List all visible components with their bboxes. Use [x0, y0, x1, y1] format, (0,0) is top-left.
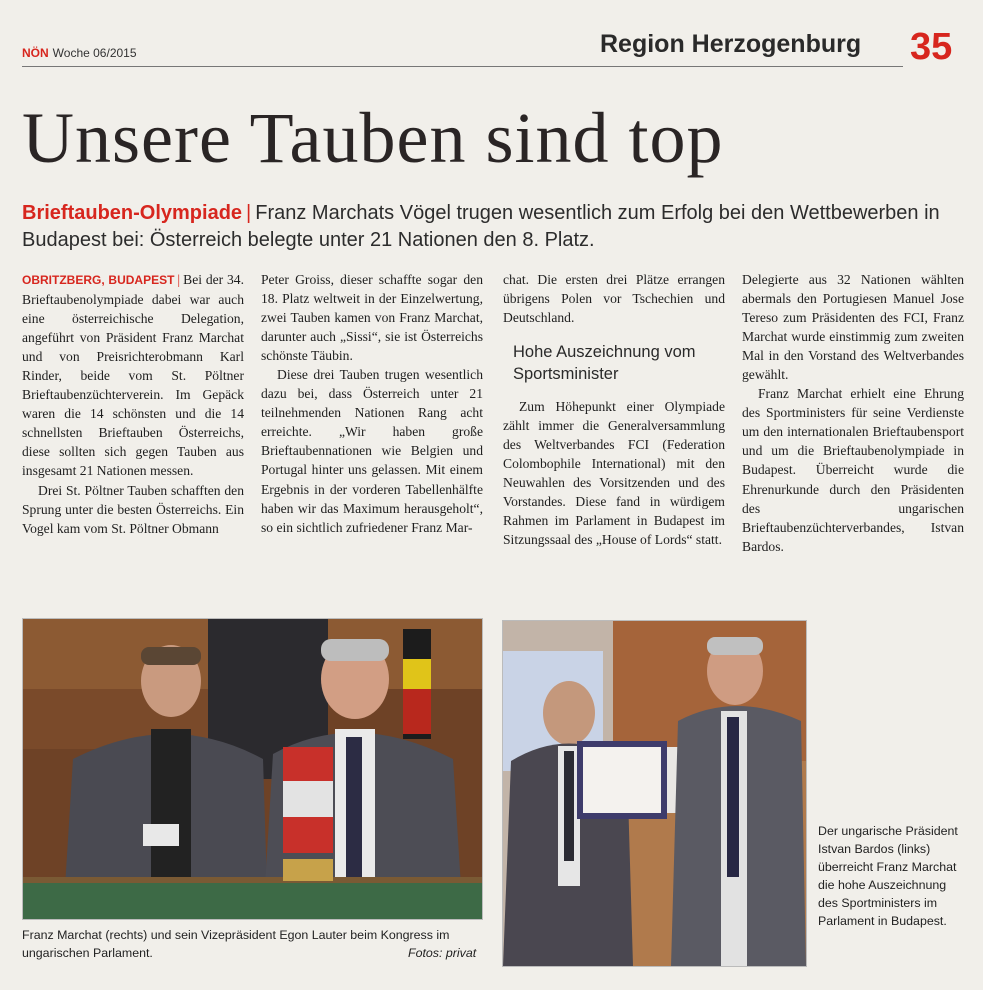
paragraph: Diese drei Tauben trugen wesentlich dazu bei, dass Österreich unter 21 teilnehmenden Nationen Rang acht erreichte. „Wir haben große Brieftaubennationen wie Belgien und Portugal hinter uns gelassen. Mit einem Ergebnis in der vorderen Tabellenhälfte haben wir das Maximum herausgeholt“, so ein sichtlich zufriedener Franz Mar- [261, 367, 483, 535]
dateline: OBRITZBERG, BUDAPEST [22, 273, 175, 287]
photo-congress [22, 618, 483, 920]
article-column-1 [22, 270, 244, 538]
photo-award-ceremony [502, 620, 807, 967]
paragraph: Franz Marchat erhielt eine Ehrung des Sportministers für seine Verdienste um den internationalen Brieftaubensport und um die Brieftaubenolympiade in Budapest. Überreicht wurde die Ehrenurkunde durch den Präsidenten des ungarischen Brieftaubenzüchterverbandes, Istvan Bardos. [742, 386, 964, 554]
issue-label: Woche 06/2015 [52, 46, 137, 60]
subheadline-text: Franz Marchats Vögel trugen wesentlich zum Erfolg bei den Wettbewerben in Budapest bei: Österreich belegte unter 21 Nationen den 8. Platz. [22, 202, 940, 251]
dateline-separator: | [177, 272, 181, 287]
newspaper-logo: NÖN [22, 46, 49, 60]
headline: Unsere Tauben sind top [22, 98, 724, 178]
article-column-2 [261, 270, 483, 537]
paragraph: Delegierte aus 32 Nationen wählten abermals den Portugiesen Manuel Jose Tereso zum Präsidenten des FCI, Franz Marchat wurde einstimmig zum zweiten Mal in den Vorstand des Weltverbandes gewählt. [742, 272, 964, 383]
article-column-3 [503, 270, 725, 550]
kicker: Brieftauben-Olympiade [22, 202, 243, 224]
paragraph: Peter Groiss, dieser schaffte sogar den 18. Platz weltweit in der Einzelwertung, zwei Tauben kamen von Franz Marchat, darunter auch „Sissi“, sie ist Österreichs schönste Täubin. [261, 272, 483, 364]
article-column-4 [742, 270, 964, 556]
photo-credit: Fotos: privat [408, 946, 477, 960]
photo-award-illustration [503, 621, 806, 966]
paragraph-text: Bei der 34. Brieftaubenolympiade dabei war auch eine österreichische Delegation, angeführt von Präsident Franz Marchat und von Preisrichterobmann Karl Rinder, beide vom St. Pöltner Brieftaubenzüchterverein. Im Gepäck waren die 14 schönsten und die 14 schnellsten Brieftauben Österreichs, diese sollten sich gegen Tauben aus insgesamt 21 Nationen messen. [22, 272, 244, 479]
paragraph: chat. Die ersten drei Plätze errangen übrigens Polen vor Tschechien und Deutschland. [503, 272, 725, 326]
issue-line [22, 46, 137, 60]
photo-caption-right: Der ungarische Präsident Istvan Bardos (links) überreicht Franz Marchat die hohe Auszeichnung des Sportministers im Parlament in Budapest. [818, 824, 958, 928]
subheading: Hohe Auszeichnung vom Sportsminister [513, 343, 696, 384]
photo-congress-illustration [23, 619, 482, 919]
subheadline [22, 200, 942, 254]
kicker-separator: | [246, 202, 252, 224]
photo-caption-left: Franz Marchat (rechts) und sein Vizepräsident Egon Lauter beim Kongress im ungarischen Parlament. [22, 928, 450, 960]
paragraph: Zum Höhepunkt einer Olympiade zählt immer die Generalversammlung des Weltverbandes FCI (Federation Colombophile International) mit den Neuwahlen des Vorsitzenden und des Vorstandes. Diese fand in würdigem Rahmen im Parlament in Budapest im Sitzungssaal des „House of Lords“ statt. [503, 399, 725, 548]
paragraph: Drei St. Pöltner Tauben schafften den Sprung unter die besten Österreichs. Ein Vogel kam vom St. Pöltner Obmann [22, 482, 244, 536]
section-title: Region Herzogenburg [600, 30, 862, 58]
header-divider [22, 66, 903, 67]
paragraph [22, 270, 244, 481]
page-number: 35 [910, 26, 953, 68]
